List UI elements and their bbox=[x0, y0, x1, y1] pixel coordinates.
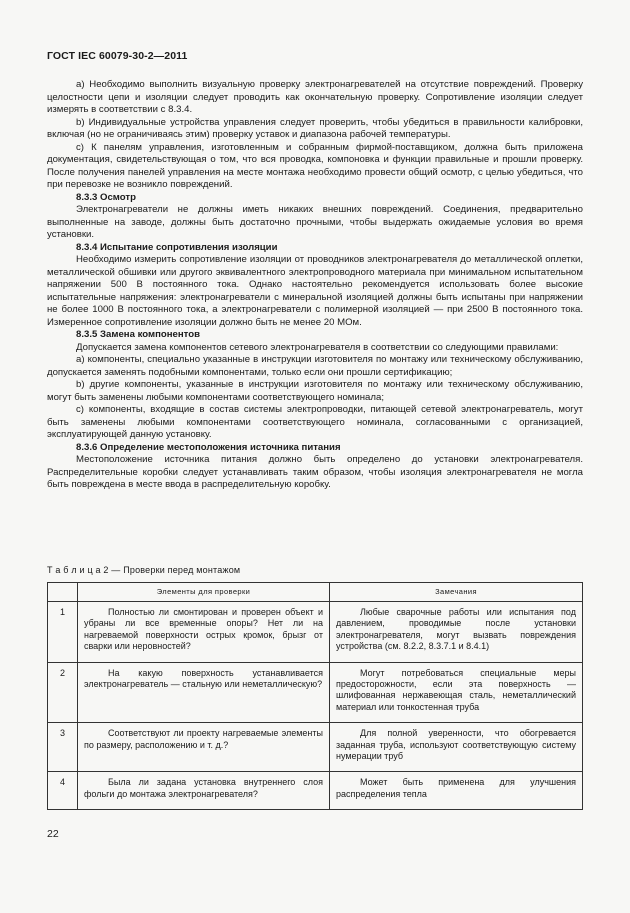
paragraph-replacement-a: а) компоненты, специально указанные в инструкции изготовителя по монтажу или техническому обслуживанию, допускается заменять подобными компонентами, только если они прошли сертификацию; bbox=[47, 354, 583, 378]
paragraph-replacement-b: b) другие компоненты, указанные в инструкции изготовителя по монтажу или техническому обслуживанию, могут быть заменены любыми компонентами соответствующего номинала; bbox=[47, 379, 583, 403]
body-text bbox=[47, 79, 583, 492]
paragraph-power-source: Местоположение источника питания должно быть определено до установки электронагревателя. Распределительные коробки следует устанавливать таким образом, чтобы изоляция электронагревателя не могла быть повреждена в месте ввода в распределительную коробку. bbox=[47, 454, 583, 490]
table-header-row bbox=[48, 583, 583, 602]
paragraph-c-control-panels: с) К панелям управления, изготовленным и собранным фирмой-поставщиком, должна быть приложена документация, свидетельствующая о том, что вся проводка, компоновка и функции правильные и прошли проверку. После получения панелей управления на месте монтажа необходимо провести общий осмотр, с целью убедиться, что при перевозке не возникло повреждений. bbox=[47, 141, 583, 190]
section-heading-8-3-5: 8.3.5 Замена компонентов bbox=[76, 329, 200, 340]
row-element: Соответствуют ли проекту нагреваемые элементы по размеру, расположению и т. д.? bbox=[78, 723, 330, 772]
row-remark: Могут потребоваться специальные меры предосторожности, если эта поверхность — шлифованная нержавеющая сталь, неметаллический материал или тонкостенная труба bbox=[330, 662, 583, 723]
row-remark: Может быть применена для улучшения распределения тепла bbox=[330, 772, 583, 810]
header-number-cell bbox=[48, 583, 78, 602]
section-heading-8-3-4: 8.3.4 Испытание сопротивления изоляции bbox=[76, 241, 278, 253]
table-row bbox=[48, 772, 583, 810]
paragraph-replacement-rules: Допускается замена компонентов сетевого электронагревателя в соответствии со следующими правилами: bbox=[76, 341, 559, 353]
standard-header: ГОСТ IEC 60079-30-2—2011 bbox=[47, 50, 188, 62]
row-remark: Любые сварочные работы или испытания под давлением, проводимые после установки электронагревателя, могут вызвать повреждения устройства (см. 8.2.2, 8.3.7.1 и 8.4.1) bbox=[330, 602, 583, 663]
row-number: 4 bbox=[48, 772, 78, 810]
section-heading-8-3-6: 8.3.6 Определение местоположения источника питания bbox=[76, 441, 341, 453]
row-number: 3 bbox=[48, 723, 78, 772]
row-remark: Для полной уверенности, что обогревается заданная труба, используют соответствующую систему нумерации труб bbox=[330, 723, 583, 772]
row-element: Была ли задана установка внутреннего слоя фольги до монтажа электронагревателя? bbox=[78, 772, 330, 810]
header-remarks-cell: Замечания bbox=[330, 583, 583, 602]
row-number: 2 bbox=[48, 662, 78, 723]
row-element: На какую поверхность устанавливается электронагреватель — стальную или неметаллическую? bbox=[78, 662, 330, 723]
row-element: Полностью ли смонтирован и проверен объект и убраны ли все временные опоры? Нет ли на нагреваемой поверхности острых кромок, брызг от сварки или неровностей? bbox=[78, 602, 330, 663]
page-number: 22 bbox=[47, 828, 59, 840]
row-number: 1 bbox=[48, 602, 78, 663]
table-row bbox=[48, 723, 583, 772]
paragraph-inspection: Электронагреватели не должны иметь никаких внешних повреждений. Соединения, предварительно выполненные на заводе, должны быть достаточно прочными, чтобы выдержать ожидаемые условия во время установки. bbox=[47, 204, 583, 240]
table-row bbox=[48, 662, 583, 723]
header-elements-cell: Элементы для проверки bbox=[78, 583, 330, 602]
paragraph-replacement-c: с) компоненты, входящие в состав системы электропроводки, питающей сетевой электронагреватель, могут быть заменены любыми компонентами соответствующего номинала, согласованными с организацией, эксплуатирующей данную установку. bbox=[47, 404, 583, 440]
pre-installation-checks-table bbox=[47, 582, 583, 810]
paragraph-a-visual-check: а) Необходимо выполнить визуальную проверку электронагревателей на отсутствие повреждений. Проверку целостности цепи и изоляции следует проводить как окончательную проверку. Сопротивление изоляции следует измерять в соответствии с 8.3.4. bbox=[47, 79, 583, 115]
table-row bbox=[48, 602, 583, 663]
table-caption: Т а б л и ц а 2 — Проверки перед монтажом bbox=[47, 565, 241, 575]
paragraph-insulation-test: Необходимо измерить сопротивление изоляции от проводников электронагревателя до металлической оплетки, металлической обшивки или другого эквивалентного электропроводного материала при минимальном испытательном напряжении 500 В постоянного тока. Однако настоятельно рекомендуется использовать более высокие испытательные напряжения: электронагреватели с минеральной изоляцией должны быть испытаны при напряжении не более 1000 В постоянного тока, а электронагреватели с полимерной изоляцией — при 2500 В постоянного тока. Измеренное сопротивление изоляции должно быть не менее 20 МОм. bbox=[47, 254, 583, 328]
section-heading-8-3-3: 8.3.3 Осмотр bbox=[76, 191, 136, 203]
paragraph-b-control-devices: b) Индивидуальные устройства управления следует проверить, чтобы убедиться в правильности калибровки, включая (но не ограничиваясь этим) проверку уставок и диапазона рабочей температуры. bbox=[47, 116, 583, 140]
